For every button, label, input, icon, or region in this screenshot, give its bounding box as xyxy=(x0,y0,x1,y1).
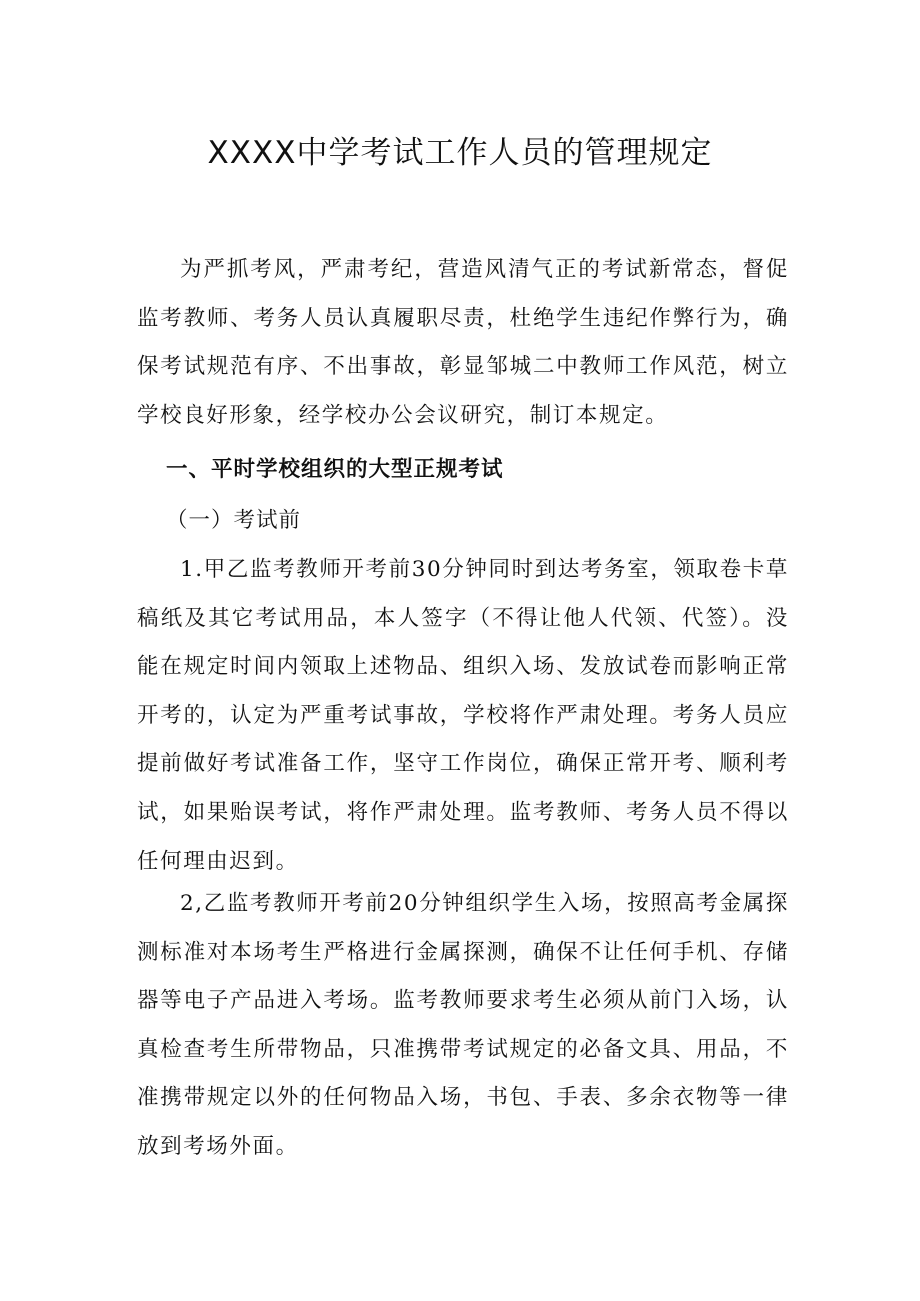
rule-paragraph-1: 1.甲乙监考教师开考前30分钟同时到达考务室，领取卷卡草稿纸及其它考试用品，本人签字（不得让他人代领、代签）。没能在规定时间内领取上述物品、组织入场、发放试卷而影响正常开考的，认定为严重考试事故，学校将作严肃处理。考务人员应提前做好考试准备工作，坚守工作岗位，确保正常开考、顺利考试，如果贻误考试，将作严肃处理。监考教师、考务人员不得以任何理由迟到。 xyxy=(137,557,789,874)
intro-paragraph: 为严抓考风，严肃考纪，营造风清气正的考试新常态，督促监考教师、考务人员认真履职尽责，杜绝学生违纪作弊行为，确保考试规范有序、不出事故，彰显邹城二中教师工作风范，树立学校良好形象，经学校办公会议研究，制订本规定。 xyxy=(137,257,789,428)
section-heading: 一、平时学校组织的大型正规考试 xyxy=(166,457,504,482)
subsection-heading: （一）考试前 xyxy=(166,508,302,533)
document-title: XXXX中学考试工作人员的管理规定 xyxy=(207,135,713,171)
rule-paragraph-2: 2,乙监考教师开考前20分钟组织学生入场，按照高考金属探测标准对本场考生严格进行金属探测，确保不让任何手机、存储器等电子产品进入考场。监考教师要求考生必须从前门入场，认真检查考生所带物品，只准携带考试规定的必备文具、用品，不准携带规定以外的任何物品入场，书包、手表、多余衣物等一律放到考场外面。 xyxy=(137,891,789,1159)
